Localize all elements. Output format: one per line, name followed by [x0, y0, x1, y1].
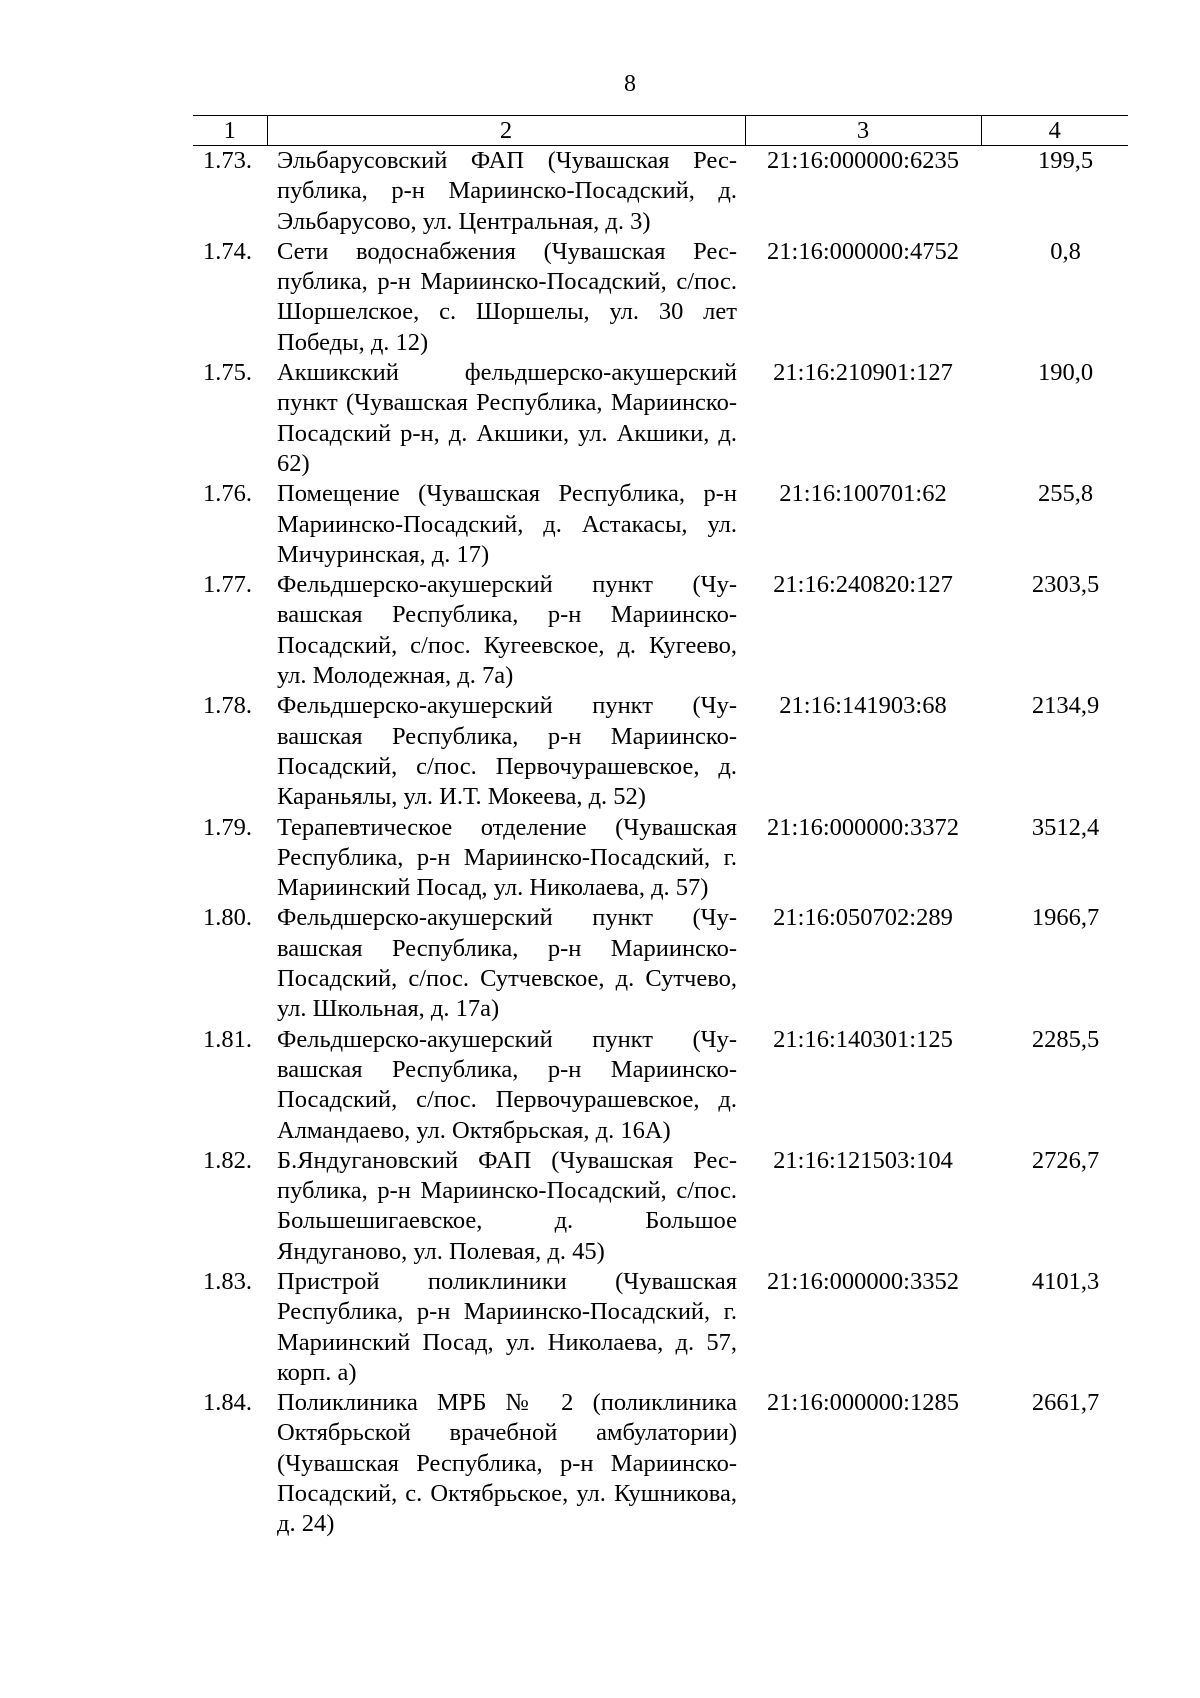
table-row: [193, 1025, 1128, 1146]
row-number: 1.84.: [203, 1389, 252, 1417]
row-number: 1.74.: [203, 237, 252, 265]
row-description: Фельдшерско-акушерский пункт (Чувашская Республика, р-н Мариинско-Посадский, с/пос. Первочурашевское, д. Алмандаево, ул. Октябрьская, д. 16А): [277, 1025, 737, 1144]
row-number: 1.75.: [203, 359, 252, 387]
row-description: Терапевтическое отделение (Чувашская Республика, р-н Мариинско-Посадский, г. Мариинский Посад, ул. Николаева, д. 57): [277, 813, 737, 902]
row-description: Пристрой поликлиники (Чувашская Республика, р-н Мариинско-Посадский, г. Мариинский Посад, ул. Николаева, д. 57, корп. а): [277, 1267, 737, 1386]
row-cadastral-number: 21:16:210901:127: [773, 359, 953, 387]
row-number: 1.82.: [203, 1146, 252, 1174]
table-row: [193, 570, 1128, 691]
row-area: 4101,3: [1031, 1267, 1100, 1295]
row-cadastral-number: 21:16:000000:4752: [767, 237, 959, 265]
row-area: 1966,7: [1031, 904, 1100, 932]
row-number: 1.77.: [203, 571, 252, 599]
property-table: [193, 115, 1128, 1540]
column-header-number: 1: [193, 116, 267, 146]
row-number: 1.73.: [203, 147, 252, 174]
row-area: 0,8: [1050, 237, 1081, 265]
row-area: 3512,4: [1031, 813, 1100, 841]
table-body: [193, 146, 1128, 1540]
table-row: [193, 1267, 1128, 1388]
row-number: 1.81.: [203, 1025, 252, 1053]
page-number: 8: [624, 71, 636, 97]
row-cadastral-number: 21:16:000000:6235: [767, 147, 959, 174]
row-cadastral-number: 21:16:000000:3372: [767, 813, 959, 841]
row-cadastral-number: 21:16:050702:289: [773, 904, 953, 932]
row-area: 255,8: [1037, 480, 1094, 508]
row-number: 1.78.: [203, 692, 252, 720]
row-area: 2726,7: [1031, 1146, 1100, 1174]
row-area: 2134,9: [1031, 692, 1100, 720]
row-description: Фельдшерско-акушерский пункт (Чувашская Республика, р-н Мариинско-Посадский, с/пос. Первочурашевское, д. Караньялы, ул. И.Т. Мокеева, д. 52): [277, 692, 737, 811]
table-row: [193, 903, 1128, 1024]
row-description: Помещение (Чувашская Республика, р-н Мариинско-Посадский, д. Астакасы, ул. Мичуринская, д. 17): [277, 480, 737, 568]
row-description: Фельдшерско-акушерский пункт (Чувашская Республика, р-н Мариинско-Посадский, с/пос. Кугеевское, д. Кугеево, ул. Молодежная, д. 7а): [277, 571, 737, 690]
row-cadastral-number: 21:16:121503:104: [773, 1146, 953, 1174]
row-number: 1.83.: [203, 1267, 252, 1295]
row-cadastral-number: 21:16:141903:68: [779, 692, 947, 720]
row-area: 2661,7: [1031, 1389, 1100, 1417]
table-row: [193, 146, 1128, 237]
row-description: Акшикский фельдшерско-акушерский пункт (Чувашская Республика, Мариинско-Посадский р-н, д. Акшики, ул. Акшики, д. 62): [277, 359, 737, 477]
table-row: [193, 479, 1128, 570]
row-cadastral-number: 21:16:100701:62: [779, 480, 947, 508]
row-cadastral-number: 21:16:140301:125: [773, 1025, 953, 1053]
row-description: Эльбарусовский ФАП (Чувашская Республика, р-н Мариинско-Посадский, д. Эльбарусово, ул. Центральная, д. 3): [277, 147, 737, 235]
row-area: 2285,5: [1031, 1025, 1100, 1053]
row-description: Б.Яндугановский ФАП (Чувашская Республика, р-н Мариинско-Посадский, с/пос. Большешигаевское, д. Большое Яндуганово, ул. Полевая, д. 45): [277, 1146, 737, 1265]
row-number: 1.80.: [203, 904, 252, 932]
row-area: 190,0: [1037, 359, 1094, 387]
table-row: [193, 691, 1128, 812]
row-description: Поликлиника МРБ № 2 (поликлиника Октябрьской врачебной амбулатории) (Чувашская Республика, р-н Мариинско-Посадский, с. Октябрьское, ул. Кушникова, д. 24): [277, 1389, 737, 1538]
table-row: [193, 1146, 1128, 1267]
row-description: Сети водоснабжения (Чувашская Республика, р-н Мариинско-Посадский, с/пос. Шоршелское, с. Шоршелы, ул. 30 лет Победы, д. 12): [277, 237, 737, 356]
row-number: 1.79.: [203, 813, 252, 841]
row-cadastral-number: 21:16:240820:127: [773, 571, 953, 599]
row-cadastral-number: 21:16:000000:1285: [767, 1389, 959, 1417]
table-header-row: [193, 116, 1128, 146]
row-area: 2303,5: [1031, 571, 1100, 599]
row-area: 199,5: [1037, 147, 1094, 174]
row-description: Фельдшерско-акушерский пункт (Чувашская Республика, р-н Мариинско-Посадский, с/пос. Сутчевское, д. Сутчево, ул. Школьная, д. 17а): [277, 904, 737, 1023]
row-number: 1.76.: [203, 480, 252, 508]
table-row: [193, 237, 1128, 358]
table-row: [193, 813, 1128, 904]
column-header-name: 2: [267, 116, 745, 146]
table-row: [193, 358, 1128, 479]
column-header-area: 4: [981, 116, 1128, 146]
row-cadastral-number: 21:16:000000:3352: [767, 1267, 959, 1295]
table-row: [193, 1388, 1128, 1539]
column-header-cadastral-number: 3: [745, 116, 981, 146]
